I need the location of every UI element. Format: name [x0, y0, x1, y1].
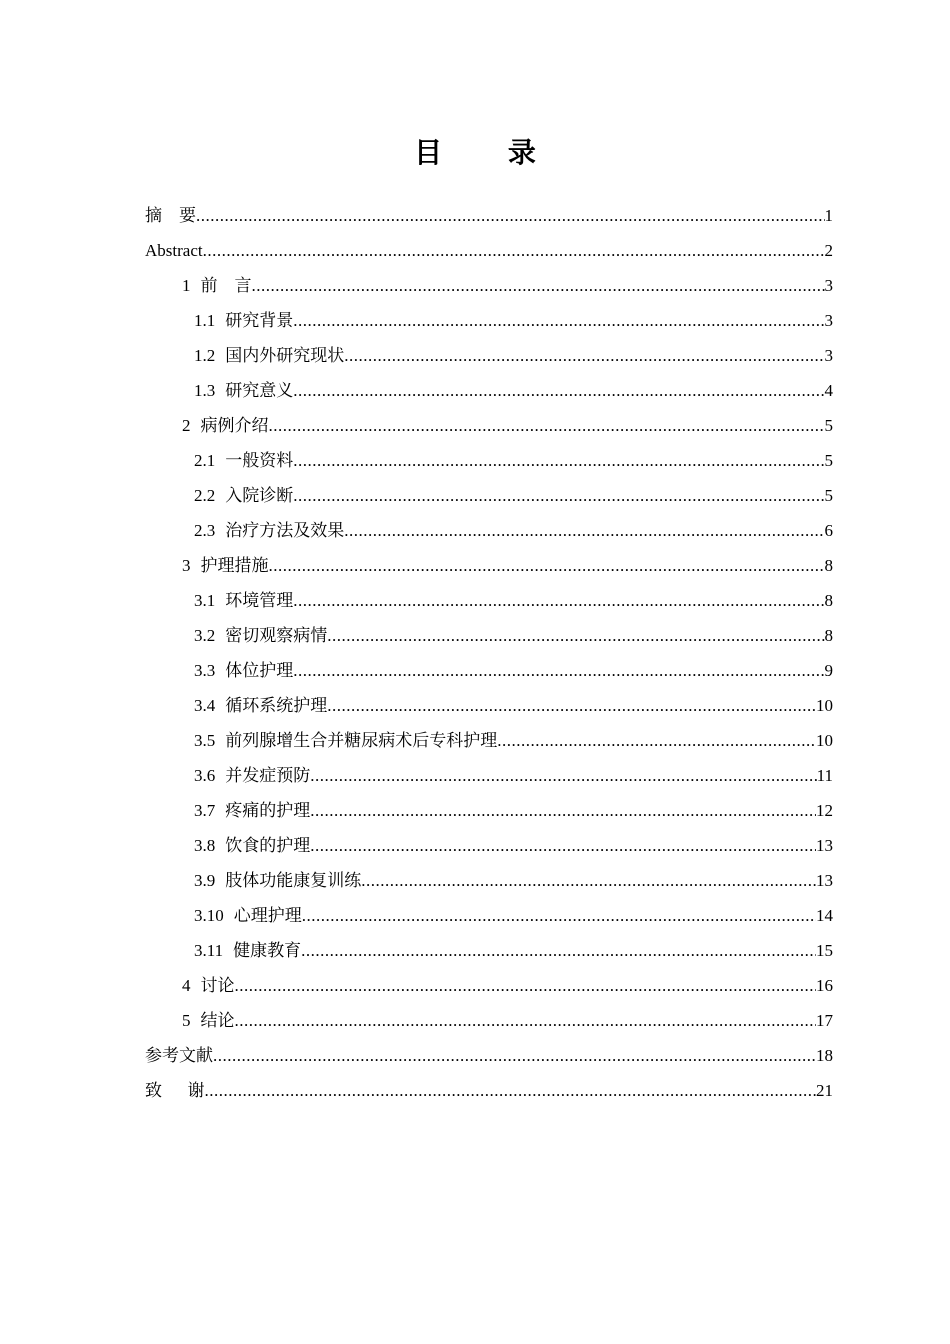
toc-entry[interactable] — [145, 268, 833, 303]
toc-entry-number: 3.8 — [194, 836, 216, 855]
toc-entry[interactable] — [145, 408, 833, 443]
toc-entry[interactable] — [145, 233, 833, 268]
toc-dot-leader — [310, 828, 816, 863]
toc-dot-leader — [327, 618, 824, 653]
toc-dot-leader — [293, 653, 824, 688]
toc-entry-label: 循环系统护理 — [225, 696, 328, 715]
toc-entry[interactable] — [145, 653, 833, 688]
toc-page-number: 3 — [824, 276, 833, 295]
toc-entry-number: 3 — [182, 556, 191, 575]
toc-dot-leader — [235, 1003, 817, 1038]
toc-entry-label: 密切观察病情 — [225, 626, 328, 645]
toc-page-number: 3 — [824, 311, 833, 330]
toc-entry-label: 疼痛的护理 — [225, 801, 311, 820]
toc-dot-leader — [293, 478, 824, 513]
toc-page-number: 6 — [824, 521, 833, 540]
toc-entry[interactable] — [145, 583, 833, 618]
toc-dot-leader — [361, 863, 816, 898]
toc-dot-leader — [293, 583, 824, 618]
toc-page-number: 16 — [816, 976, 833, 995]
toc-dot-leader — [310, 793, 816, 828]
toc-entry-label: 致 谢 — [145, 1081, 205, 1100]
toc-entry-label: 国内外研究现状 — [225, 346, 345, 365]
toc-entry[interactable] — [145, 968, 833, 1003]
toc-page-number: 1 — [824, 206, 833, 225]
toc-entry-label: Abstract — [145, 241, 203, 260]
toc-entry-number: 3.6 — [194, 766, 216, 785]
toc-dot-leader — [196, 198, 825, 233]
toc-entry-label: 结论 — [200, 1011, 235, 1030]
toc-entry[interactable] — [145, 898, 833, 933]
toc-entry-label: 一般资料 — [225, 451, 294, 470]
toc-entry-label: 前列腺增生合并糖尿病术后专科护理 — [225, 731, 498, 750]
toc-entry[interactable] — [145, 443, 833, 478]
toc-page-number: 10 — [816, 731, 833, 750]
toc-page-number: 14 — [816, 906, 833, 925]
toc-entry[interactable] — [145, 723, 833, 758]
toc-page-number: 8 — [824, 591, 833, 610]
toc-entry-label: 饮食的护理 — [225, 836, 311, 855]
toc-dot-leader — [213, 1038, 816, 1073]
toc-entry[interactable] — [145, 478, 833, 513]
toc-entry[interactable] — [145, 618, 833, 653]
toc-entry[interactable] — [145, 513, 833, 548]
toc-entry-label: 心理护理 — [233, 906, 302, 925]
toc-page-number: 12 — [816, 801, 833, 820]
toc-dot-leader — [344, 338, 824, 373]
toc-entry-number: 3.5 — [194, 731, 216, 750]
toc-entry-label: 研究意义 — [225, 381, 294, 400]
toc-entry-number: 1 — [182, 276, 191, 295]
toc-page-number: 5 — [824, 486, 833, 505]
toc-entry-label: 讨论 — [200, 976, 235, 995]
toc-entry-number: 1.2 — [194, 346, 216, 365]
toc-entry-label: 体位护理 — [225, 661, 294, 680]
toc-entry-number: 2 — [182, 416, 191, 435]
toc-entry[interactable] — [145, 373, 833, 408]
toc-page-number: 10 — [816, 696, 833, 715]
toc-entry-label: 并发症预防 — [225, 766, 311, 785]
toc-entry-label: 治疗方法及效果 — [225, 521, 345, 540]
toc-entry-number: 3.9 — [194, 871, 216, 890]
toc-entry-number: 1.1 — [194, 311, 216, 330]
toc-entry-number: 5 — [182, 1011, 191, 1030]
toc-page-number: 13 — [816, 836, 833, 855]
toc-dot-leader — [301, 933, 816, 968]
toc-entry-number: 3.4 — [194, 696, 216, 715]
toc-entry-label: 参考文献 — [145, 1046, 213, 1065]
toc-page-number: 17 — [816, 1011, 833, 1030]
toc-dot-leader — [327, 688, 816, 723]
toc-entry-number: 3.2 — [194, 626, 216, 645]
toc-entry[interactable] — [145, 688, 833, 723]
toc-entry[interactable] — [145, 1073, 833, 1108]
toc-dot-leader — [235, 968, 817, 1003]
toc-page-number: 18 — [816, 1046, 833, 1065]
toc-entry[interactable] — [145, 828, 833, 863]
toc-page-number: 2 — [824, 241, 833, 260]
toc-dot-leader — [205, 1073, 817, 1108]
toc-page-number: 3 — [824, 346, 833, 365]
toc-entry-label: 研究背景 — [225, 311, 294, 330]
toc-entry-label: 病例介绍 — [200, 416, 269, 435]
toc-dot-leader — [293, 373, 824, 408]
toc-page-number: 5 — [824, 451, 833, 470]
toc-entry-label: 健康教育 — [233, 941, 302, 960]
toc-entry-number: 3.11 — [194, 941, 224, 960]
page-title: 目 录 — [414, 136, 564, 169]
toc-dot-leader — [497, 723, 816, 758]
toc-dot-leader — [344, 513, 824, 548]
toc-entry-number: 2.1 — [194, 451, 216, 470]
toc-entry[interactable] — [145, 793, 833, 828]
toc-dot-leader — [203, 233, 825, 268]
toc-entry-number: 3.10 — [194, 906, 224, 925]
toc-entry-number: 1.3 — [194, 381, 216, 400]
toc-entry-label: 摘 要 — [145, 206, 196, 225]
toc-entry-label: 护理措施 — [200, 556, 269, 575]
toc-page-number: 15 — [816, 941, 833, 960]
toc-page-number: 8 — [824, 556, 833, 575]
toc-entry[interactable] — [145, 1038, 833, 1073]
toc-dot-leader — [269, 408, 825, 443]
toc-dot-leader — [252, 268, 825, 303]
toc-entry-label: 前 言 — [200, 276, 252, 295]
toc-page-number: 11 — [816, 766, 833, 785]
toc-dot-leader — [269, 548, 825, 583]
toc-page-number: 13 — [816, 871, 833, 890]
toc-entry-number: 2.3 — [194, 521, 216, 540]
toc-entry-number: 3.3 — [194, 661, 216, 680]
toc-entry[interactable] — [145, 1003, 833, 1038]
toc-page-number: 9 — [824, 661, 833, 680]
toc-entry-number: 4 — [182, 976, 191, 995]
toc-page-number: 21 — [816, 1081, 833, 1100]
toc-entry[interactable] — [145, 198, 833, 233]
toc-entry-number: 3.1 — [194, 591, 216, 610]
toc-entry-label: 肢体功能康复训练 — [225, 871, 362, 890]
toc-entry[interactable] — [145, 548, 833, 583]
toc-page-number: 5 — [824, 416, 833, 435]
toc-dot-leader — [293, 443, 824, 478]
toc-entry-label: 环境管理 — [225, 591, 294, 610]
toc-entry[interactable] — [145, 758, 833, 793]
toc-dot-leader — [310, 758, 816, 793]
toc-entry-number: 3.7 — [194, 801, 216, 820]
toc-entry[interactable] — [145, 338, 833, 373]
toc-entry[interactable] — [145, 933, 833, 968]
toc-entry[interactable] — [145, 303, 833, 338]
toc-page-number: 4 — [824, 381, 833, 400]
toc-dot-leader — [302, 898, 816, 933]
toc-entry[interactable] — [145, 863, 833, 898]
toc-page-number: 8 — [824, 626, 833, 645]
table-of-contents — [145, 198, 833, 1108]
toc-entry-label: 入院诊断 — [225, 486, 294, 505]
toc-entry-number: 2.2 — [194, 486, 216, 505]
toc-dot-leader — [293, 303, 824, 338]
